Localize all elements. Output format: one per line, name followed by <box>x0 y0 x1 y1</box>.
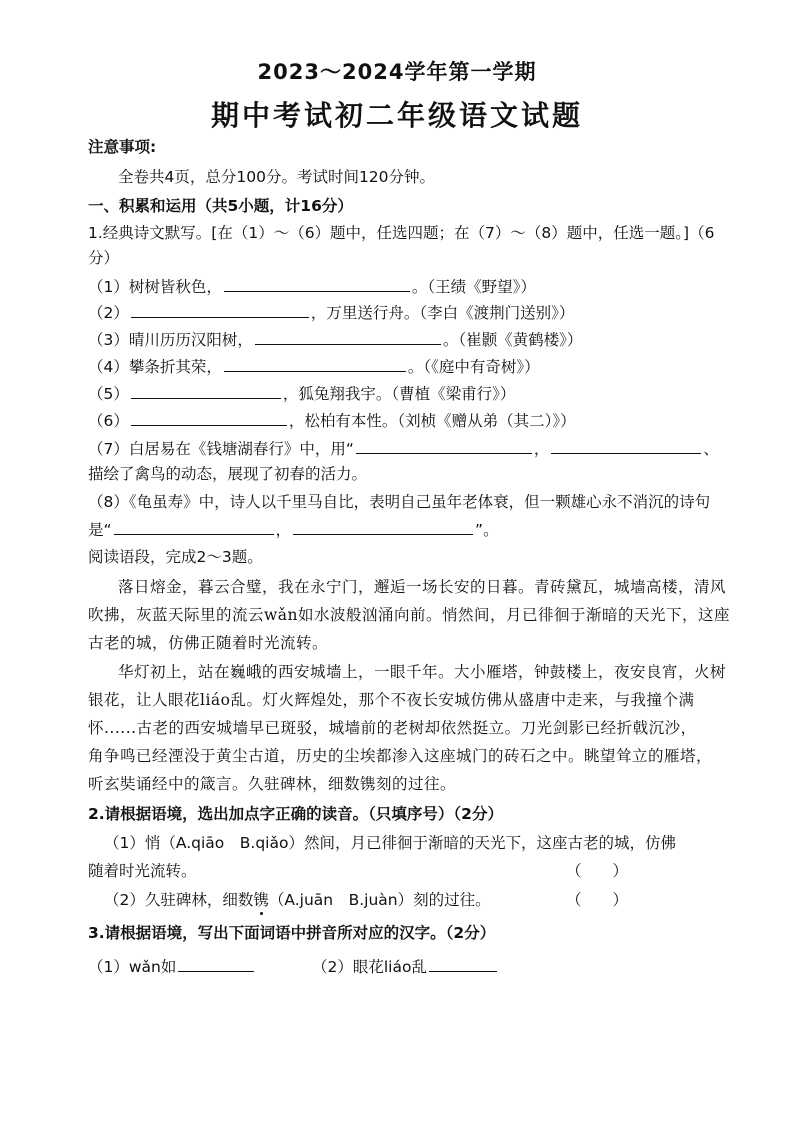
q2-answer-paren-1[interactable]: （ ） <box>566 862 629 880</box>
answer-blank[interactable] <box>429 955 497 972</box>
answer-blank[interactable] <box>131 409 287 426</box>
passage-p1-line2: 吹拂，灰蓝天际里的流云wǎn如水波般汹涌向前。悄然间，月已徘徊于渐暗的天光下，这座 <box>88 606 730 624</box>
passage-p2-line4: 角争鸣已经湮没于黄尘古道，历史的尘埃都渗入这座城门的砖石之中。眺望耸立的雁塔， <box>88 747 713 765</box>
answer-blank[interactable] <box>293 518 473 535</box>
q3-item-2: （2）眼花liáo乱 <box>312 955 499 978</box>
reading-intro: 阅读语段，完成2～3题。 <box>88 548 263 566</box>
q2-item-2: （2）久驻碑林，细数镌（A.juān B.juàn）刻的过往。 <box>104 891 491 909</box>
passage-p2-line1: 华灯初上，站在巍峨的西安城墙上，一眼千年。大小雁塔，钟鼓楼上，夜安良宵，火树 <box>118 663 727 681</box>
passage-p2-line2: 银花，让人眼花liáo乱。灯火辉煌处，那个不夜长安城仿佛从盛唐中走来，与我撞个满 <box>88 691 695 709</box>
q1-item-6: （6） ，松柏有本性。（刘桢《赠从弟（其二）》） <box>88 409 576 432</box>
q1-item-2: （2） ，万里送行舟。（李白《渡荆门送别》） <box>88 301 574 324</box>
answer-blank[interactable] <box>131 382 281 399</box>
answer-blank[interactable] <box>224 355 406 372</box>
passage-p2-line3: 怀......古老的西安城墙早已斑驳，城墙前的老树却依然挺立。刀光剑影已经折戟沉沙， <box>88 719 697 737</box>
q1-item-5: （5） ，狐兔翔我宇。（曹植《梁甫行》） <box>88 382 515 405</box>
q3-item-1: （1）wǎn如 <box>88 955 256 978</box>
answer-blank[interactable] <box>255 328 441 345</box>
q1-instruction-cont: 分） <box>88 249 120 267</box>
passage-p1-line1: 落日熔金，暮云合璧，我在永宁门，邂逅一场长安的日暮。青砖黛瓦，城墙高楼，清风 <box>118 578 727 596</box>
title-term: 2023～2024学年第一学期 <box>257 60 537 84</box>
q1-item-8: （8）《龟虽寿》中，诗人以千里马自比，表明自己虽年老体衰，但一颗雄心永不消沉的诗句 <box>88 493 711 511</box>
notes-body: 全卷共4页，总分100分。考试时间120分钟。 <box>118 168 436 186</box>
q2-heading: 2.请根据语境，选出加点字正确的读音。（只填序号）（2分） <box>88 805 503 823</box>
section1-heading: 一、积累和运用（共5小题，计16分） <box>88 197 353 215</box>
q2-item-1: （1）悄（A.qiāo B.qiǎo）然间，月已徘徊于渐暗的天光下，这座古老的城，仿佛 <box>104 834 676 852</box>
q3-heading: 3.请根据语境，写出下面词语中拼音所对应的汉字。（2分） <box>88 924 496 942</box>
dotted-char: 悄 <box>144 834 161 852</box>
q1-item-7-cont: 描绘了禽鸟的动态，展现了初春的活力。 <box>88 465 368 483</box>
q1-item-1: （1）树树皆秋色， 。（王绩《野望》） <box>88 275 536 298</box>
q1-item-8-cont: 是“ ， ”。 <box>88 518 499 541</box>
q1-item-7: （7）白居易在《钱塘湖春行》中，用“ ， 、 <box>88 437 719 460</box>
dotted-char: 镌 <box>253 891 269 909</box>
answer-blank[interactable] <box>178 955 254 972</box>
passage-p1-line3: 古老的城，仿佛正随着时光流转。 <box>88 634 329 652</box>
passage-p2-line5: 听玄奘诵经中的箴言。久驻碑林，细数镌刻的过往。 <box>88 775 457 793</box>
q2-item-1-cont: 随着时光流转。 <box>88 862 197 880</box>
title-exam: 期中考试初二年级语文试题 <box>210 99 583 132</box>
notes-heading: 注意事项: <box>88 138 157 156</box>
q2-answer-paren-2[interactable]: （ ） <box>566 891 629 909</box>
answer-blank[interactable] <box>131 301 309 318</box>
answer-blank[interactable] <box>224 275 410 292</box>
q1-item-4: （4）攀条折其荣， 。（《庭中有奇树》） <box>88 355 540 378</box>
answer-blank[interactable] <box>114 518 274 535</box>
answer-blank[interactable] <box>356 437 532 454</box>
answer-blank[interactable] <box>551 437 701 454</box>
q1-instruction: 1.经典诗文默写。[在（1）～（6）题中，任选四题；在（7）～（8）题中，任选一题。]（6 <box>88 224 715 242</box>
q1-item-3: （3）晴川历历汉阳树， 。（崔颢《黄鹤楼》） <box>88 328 582 351</box>
